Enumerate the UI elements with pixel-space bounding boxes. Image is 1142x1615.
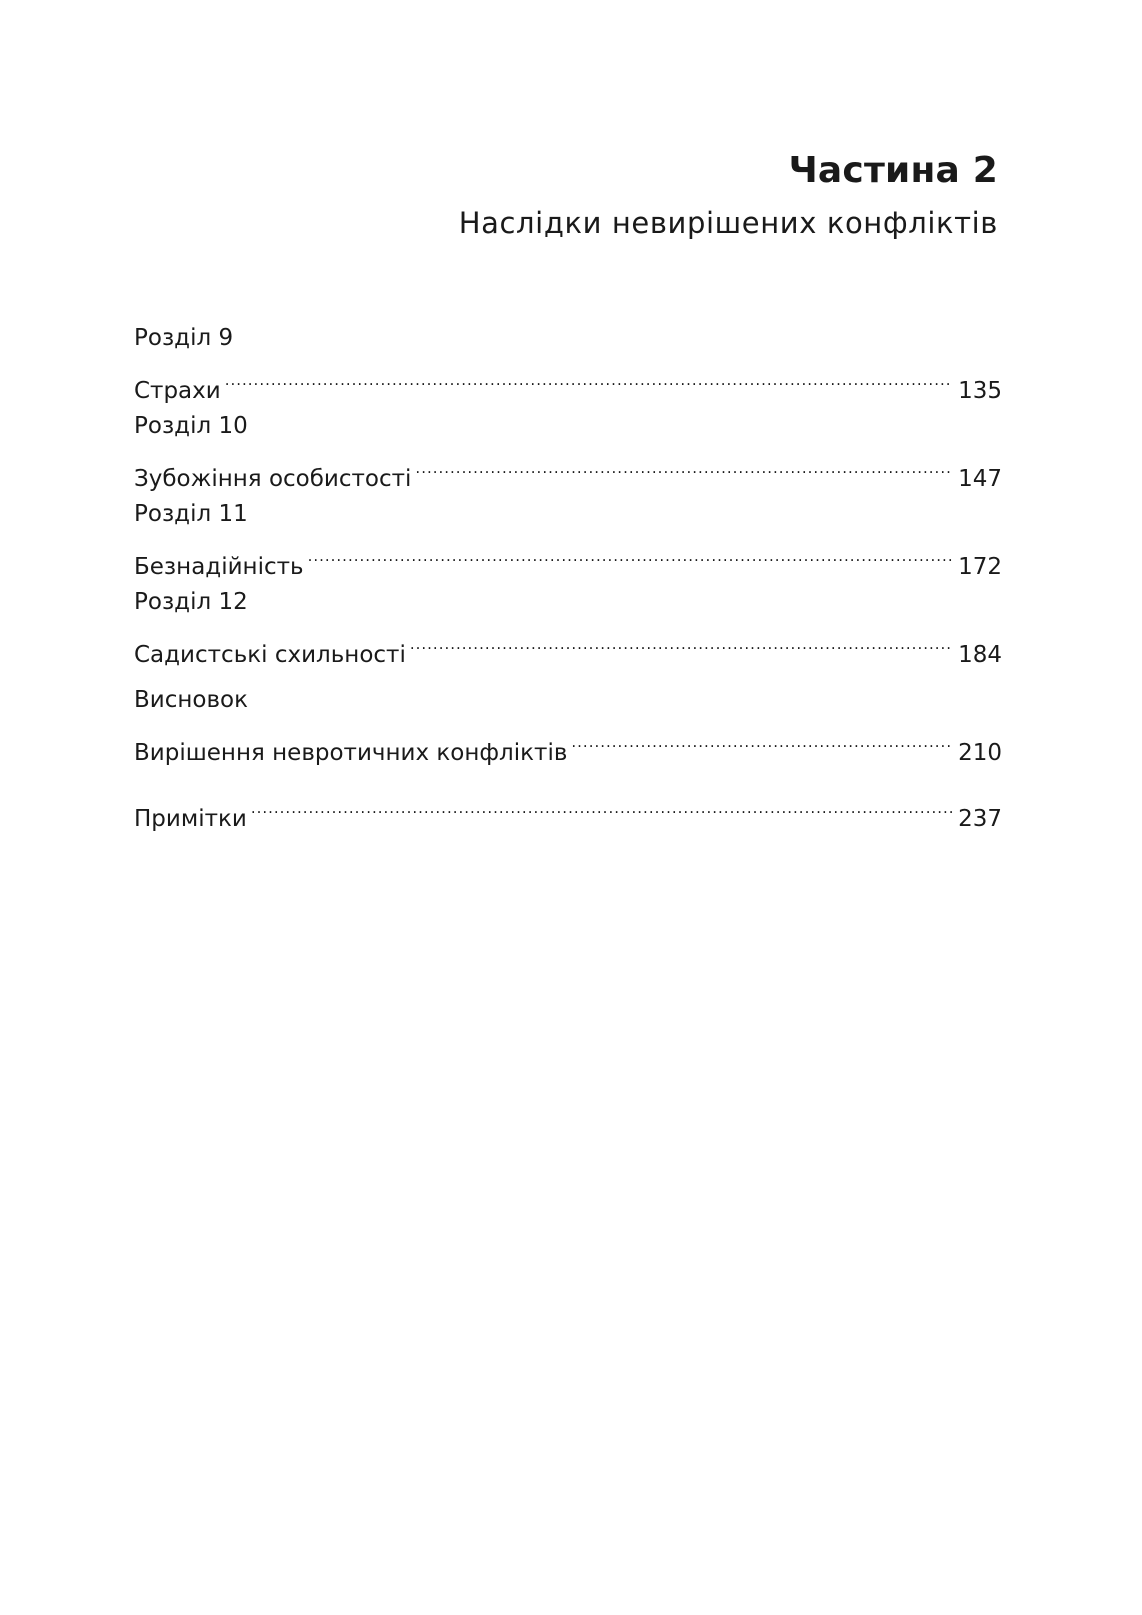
toc-entry-page: 147 [958,466,1002,492]
chapter-label: Розділ 10 [134,413,248,439]
dot-leader [308,534,953,574]
dot-leader [225,358,952,398]
toc-entry-page: 237 [958,806,1002,832]
toc-entry-title: Зубожіння особистості [134,466,412,492]
toc-entry-title: Примітки [134,806,247,832]
toc-group-chapter-11 [134,494,1002,580]
toc-entry-title: Страхи [134,378,221,404]
dot-leader [251,786,952,826]
toc-entry[interactable] [134,720,1002,766]
part-title: Наслідки невирішених конфліктів [458,206,998,240]
toc-entry-notes[interactable] [134,786,1002,832]
dot-leader [571,720,952,760]
toc-entry-title: Вирішення невротичних конфліктів [134,740,568,766]
chapter-label: Висновок [134,687,249,713]
toc-group-chapter-9 [134,318,1002,404]
toc-entry-title: Безнадійність [134,554,304,580]
chapter-label: Розділ 12 [134,589,248,615]
toc-entry-title: Садистські схильності [134,642,406,668]
dot-leader [415,446,952,486]
toc-entry-page: 172 [958,554,1002,580]
toc-entry[interactable] [134,446,1002,492]
toc-group-conclusion [134,680,1002,766]
chapter-label: Розділ 9 [134,325,234,351]
toc-entry[interactable] [134,622,1002,668]
toc-entry-page: 184 [958,642,1002,668]
toc-entry[interactable] [134,534,1002,580]
part-number: Частина 2 [788,150,998,191]
toc-entry[interactable] [134,358,1002,404]
toc-group-notes [134,786,1002,832]
toc-group-chapter-12 [134,582,1002,668]
toc-entry-page: 135 [958,378,1002,404]
chapter-label: Розділ 11 [134,501,248,527]
toc-entry-page: 210 [958,740,1002,766]
dot-leader [410,622,952,662]
toc-group-chapter-10 [134,406,1002,492]
